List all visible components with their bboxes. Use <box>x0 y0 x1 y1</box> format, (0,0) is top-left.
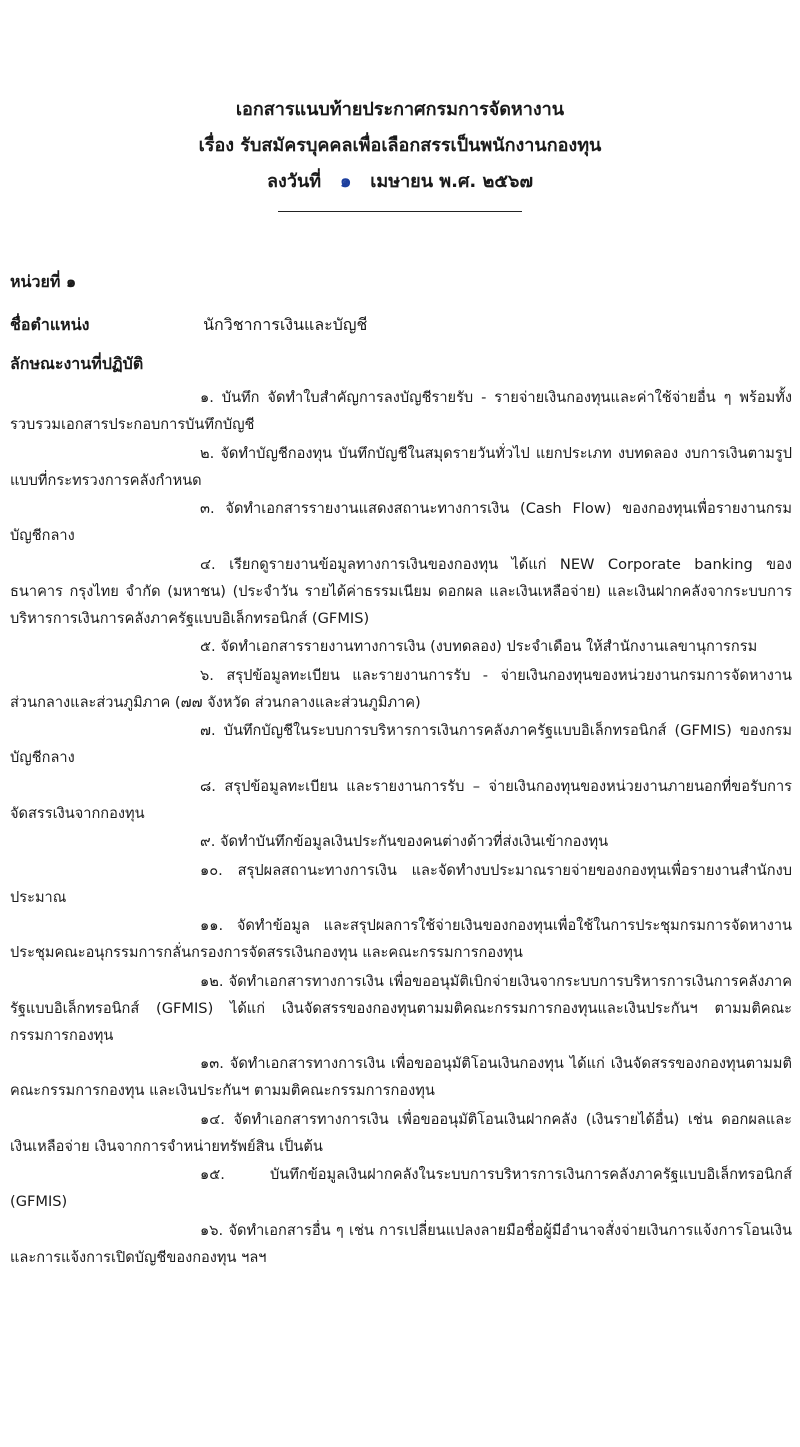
duty-item: ๑๑. จัดทำข้อมูล และสรุปผลการใช้จ่ายเงินของกองทุนเพื่อใช้ในการประชุมกรมการจัดหางาน ประชุมคณะอนุกรรมการกลั่นกรองการจัดสรรเงินกองทุน และคณะกรรมการกองทุน <box>10 917 792 961</box>
header-date-day: ๑ <box>339 171 352 192</box>
duties-heading: ลักษณะงานที่ปฏิบัติ <box>10 354 144 373</box>
header-title: เอกสารแนบท้ายประกาศกรมการจัดหางาน <box>235 99 565 120</box>
header-date-prefix: ลงวันที่ <box>267 171 322 192</box>
duty-item: ๘. สรุปข้อมูลทะเบียน และรายงานการรับ – จ่ายเงินกองทุนของหน่วยงานภายนอกที่ขอรับการจัดสรรเงินจากกองทุน <box>10 777 792 822</box>
duty-item: ๒. จัดทำบัญชีกองทุน บันทึกบัญชีในสมุดรายวันทั่วไป แยกประเภท งบทดลอง งบการเงินตามรูปแบบที่กระทรวงการคลังกำหนด <box>10 444 792 489</box>
duty-item: ๑๓. จัดทำเอกสารทางการเงิน เพื่อขออนุมัติโอนเงินกองทุน ได้แก่ เงินจัดสรรของกองทุนตามมติคณะกรรมการกองทุน และเงินประกันฯ ตามมติคณะกรรมการกองทุน <box>10 1055 792 1099</box>
unit-number: หน่วยที่ ๑ <box>10 272 77 291</box>
position-value: นักวิชาการเงินและบัญชี <box>203 315 368 334</box>
duty-item: ๙. จัดทำบันทึกข้อมูลเงินประกันของคนต่างด้าวที่ส่งเงินเข้ากองทุน <box>200 833 609 850</box>
duty-item: ๑. บันทึก จัดทำใบสำคัญการลงบัญชีรายรับ - รายจ่ายเงินกองทุนและค่าใช้จ่ายอื่น ๆ พร้อมทั้งรวบรวมเอกสารประกอบการบันทึกบัญชี <box>10 389 792 433</box>
duty-item: ๖. สรุปข้อมูลทะเบียน และรายงานการรับ - จ่ายเงินกองทุนของหน่วยงานกรมการจัดหางาน ส่วนกลางและส่วนภูมิภาค (๗๗ จังหวัด ส่วนกลางและส่วนภูมิภาค) <box>10 666 792 711</box>
duty-item: ๕. จัดทำเอกสารรายงานทางการเงิน (งบทดลอง) ประจำเดือน ให้สำนักงานเลขานุการกรม <box>200 638 758 655</box>
document-header <box>0 92 800 200</box>
duty-item: ๑๐. สรุปผลสถานะทางการเงิน และจัดทำงบประมาณรายจ่ายของกองทุนเพื่อรายงานสำนักงบประมาณ <box>10 861 792 906</box>
header-date <box>0 164 800 200</box>
duty-item: ๑๖. จัดทำเอกสารอื่น ๆ เช่น การเปลี่ยนแปลงลายมือชื่อผู้มีอำนาจสั่งจ่ายเงินการแจ้งการโอนเงิน และการแจ้งการเปิดบัญชีของกองทุน ฯลฯ <box>10 1221 792 1266</box>
position-row <box>10 313 790 338</box>
position-label: ชื่อตำแหน่ง <box>10 315 90 334</box>
duties-list <box>10 384 792 1272</box>
duty-item: ๑๒. จัดทำเอกสารทางการเงิน เพื่อขออนุมัติเบิกจ่ายเงินจากระบบการบริหารการเงินการคลังภาครัฐแบบอิเล็กทรอนิกส์ (GFMIS) ได้แก่ เงินจัดสรรของกองทุนตามมติคณะกรรมการกองทุนและเงินประกันฯ ตามมติคณะกรรมการกองทุน <box>10 972 792 1044</box>
header-date-rest: เมษายน พ.ศ. ๒๕๖๗ <box>370 171 533 192</box>
header-divider <box>278 211 522 212</box>
header-subject: เรื่อง รับสมัครบุคคลเพื่อเลือกสรรเป็นพนักงานกองทุน <box>198 135 602 156</box>
duty-item: ๑๕. บันทึกข้อมูลเงินฝากคลังในระบบการบริหารการเงินการคลังภาครัฐแบบอิเล็กทรอนิกส์ (GFMIS) <box>10 1166 792 1210</box>
duty-item: ๓. จัดทำเอกสารรายงานแสดงสถานะทางการเงิน (Cash Flow) ของกองทุนเพื่อรายงานกรมบัญชีกลาง <box>10 500 792 544</box>
duty-item: ๑๔. จัดทำเอกสารทางการเงิน เพื่อขออนุมัติโอนเงินฝากคลัง (เงินรายได้อื่น) เช่น ดอกผลและเงินเหลือจ่าย เงินจากการจำหน่ายทรัพย์สิน เป็นต้น <box>10 1110 792 1155</box>
duty-item: ๔. เรียกดูรายงานข้อมูลทางการเงินของกองทุน ได้แก่ NEW Corporate banking ของธนาคาร กรุงไทย จำกัด (มหาชน) (ประจำวัน รายได้ค่าธรรมเนียม ดอกผล และเงินเหลือจ่าย) และเงินฝากคลังจากระบบการบริหารการเงินการคลังภาครัฐแบบอิเล็กทรอนิกส์ (GFMIS) <box>10 555 792 627</box>
duty-item: ๗. บันทึกบัญชีในระบบการบริหารการเงินการคลังภาครัฐแบบอิเล็กทรอนิกส์ (GFMIS) ของกรมบัญชีกลาง <box>10 722 792 766</box>
